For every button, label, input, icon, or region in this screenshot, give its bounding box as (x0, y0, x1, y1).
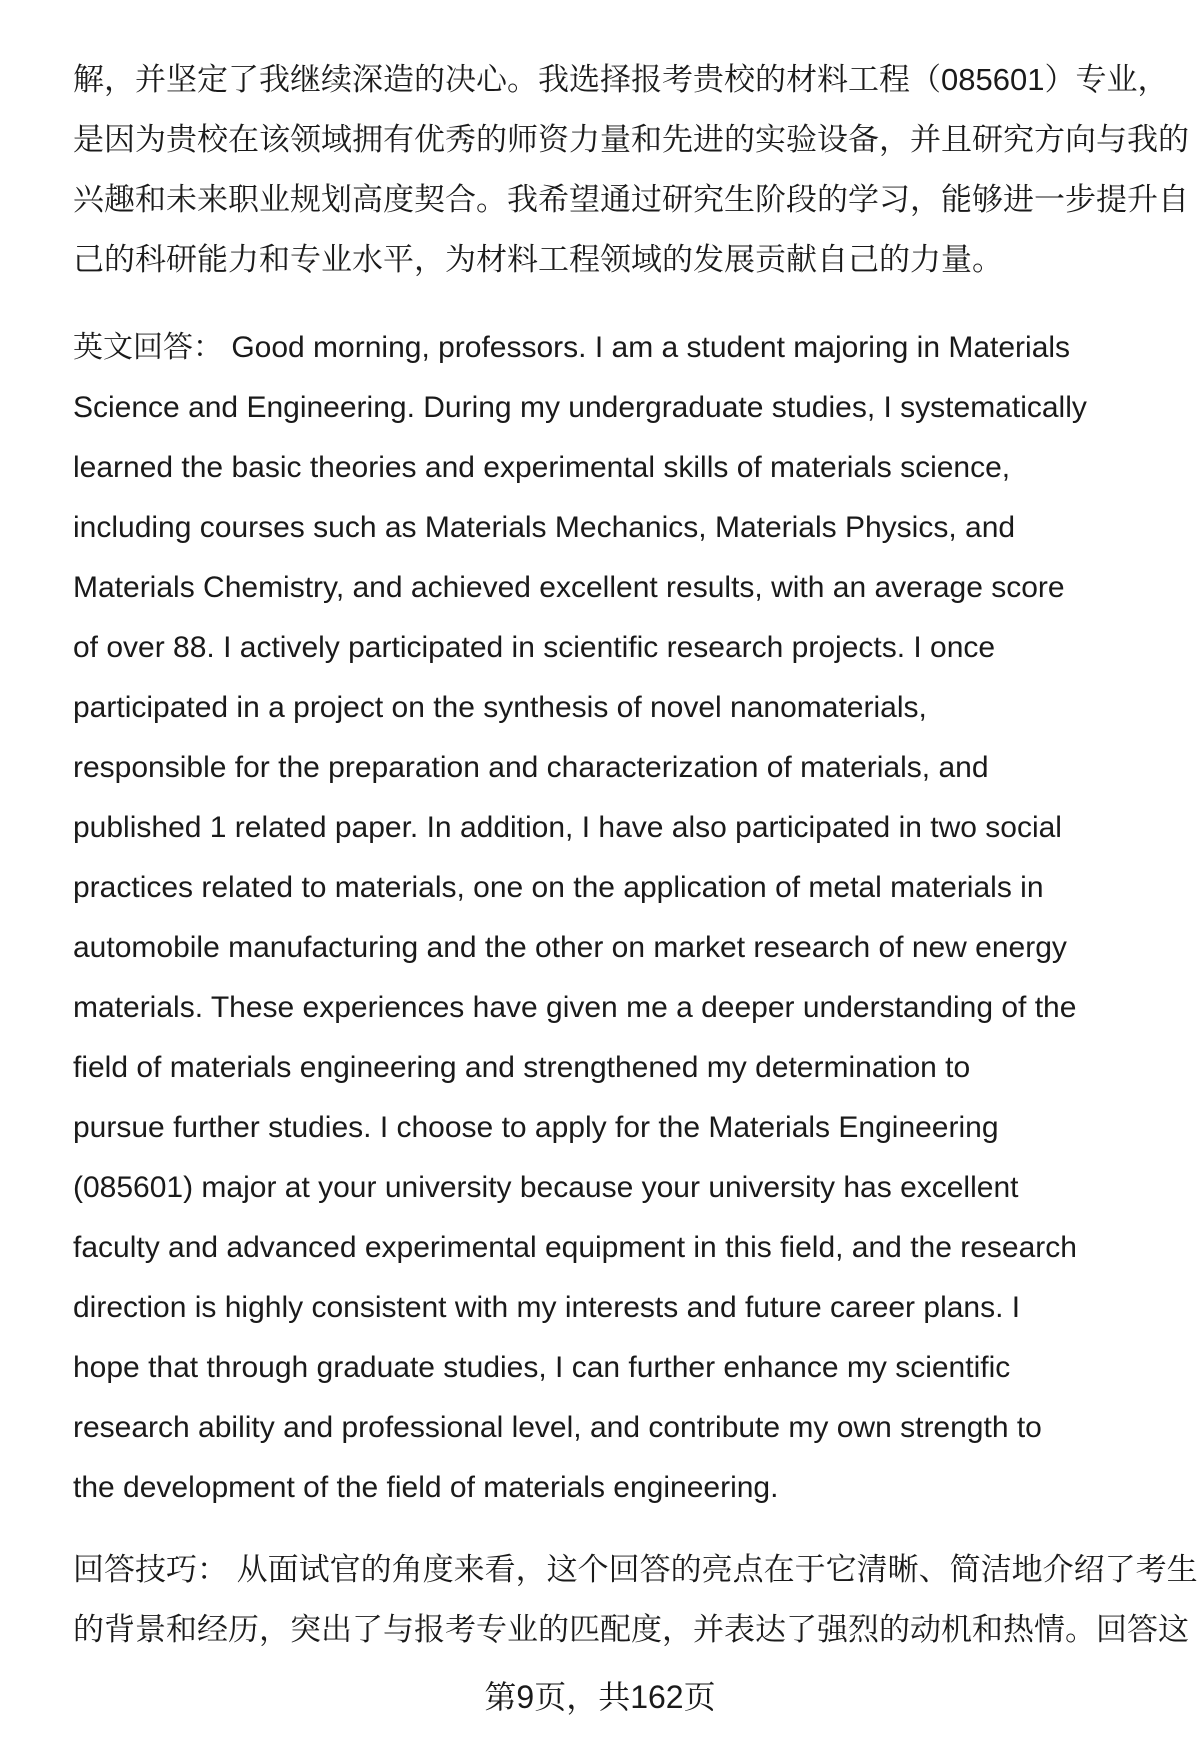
text-line: 英文回答： Good morning, professors. I am a student majoring in Materials (73, 331, 1071, 364)
text-line: 兴趣和未来职业规划高度契合。我希望通过研究生阶段的学习，能够进一步提升自 (73, 182, 1189, 217)
text-line: of over 88. I actively participated in scientific research projects. I once (73, 631, 996, 664)
text-line: (085601) major at your university because your university has excellent (73, 1171, 1019, 1204)
paragraph-answer-tips (73, 1540, 1198, 1660)
text-line: Materials Chemistry, and achieved excellent results, with an average score (73, 571, 1065, 604)
text-line: including courses such as Materials Mechanics, Materials Physics, and (73, 511, 1016, 544)
text-line: field of materials engineering and strengthened my determination to (73, 1051, 971, 1084)
text-line: materials. These experiences have given me a deeper understanding of the (73, 991, 1077, 1024)
page-number: 第9页，共162页 (484, 1679, 716, 1715)
text-line: pursue further studies. I choose to apply for the Materials Engineering (73, 1111, 999, 1144)
text-line: practices related to materials, one on the application of metal materials in (73, 871, 1044, 904)
text-line: 是因为贵校在该领域拥有优秀的师资力量和先进的实验设备，并且研究方向与我的 (73, 122, 1189, 157)
text-line: 回答技巧： 从面试官的角度来看，这个回答的亮点在于它清晰、简洁地介绍了考生 (73, 1552, 1198, 1587)
paragraph-english-answer (73, 318, 1163, 1518)
text-line: 解，并坚定了我继续深造的决心。我选择报考贵校的材料工程（085601）专业， (73, 62, 1169, 97)
text-line: responsible for the preparation and characterization of materials, and (73, 751, 989, 784)
text-line: research ability and professional level, and contribute my own strength to (73, 1411, 1042, 1444)
text-line: hope that through graduate studies, I can further enhance my scientific (73, 1351, 1011, 1384)
text-line: automobile manufacturing and the other on market research of new energy (73, 931, 1067, 964)
text-line: participated in a project on the synthesis of novel nanomaterials, (73, 691, 927, 724)
text-line: direction is highly consistent with my interests and future career plans. I (73, 1291, 1021, 1324)
text-line: Science and Engineering. During my undergraduate studies, I systematically (73, 391, 1087, 424)
text-line: 的背景和经历，突出了与报考专业的匹配度，并表达了强烈的动机和热情。回答这 (73, 1612, 1189, 1647)
text-line: 己的科研能力和专业水平，为材料工程领域的发展贡献自己的力量。 (73, 242, 1003, 277)
text-line: faculty and advanced experimental equipment in this field, and the research (73, 1231, 1077, 1264)
text-line: learned the basic theories and experimental skills of materials science, (73, 451, 1011, 484)
text-line: the development of the field of materials engineering. (73, 1471, 779, 1504)
text-line: published 1 related paper. In addition, I have also participated in two social (73, 811, 1062, 844)
paragraph-chinese-conclusion (73, 50, 1189, 290)
